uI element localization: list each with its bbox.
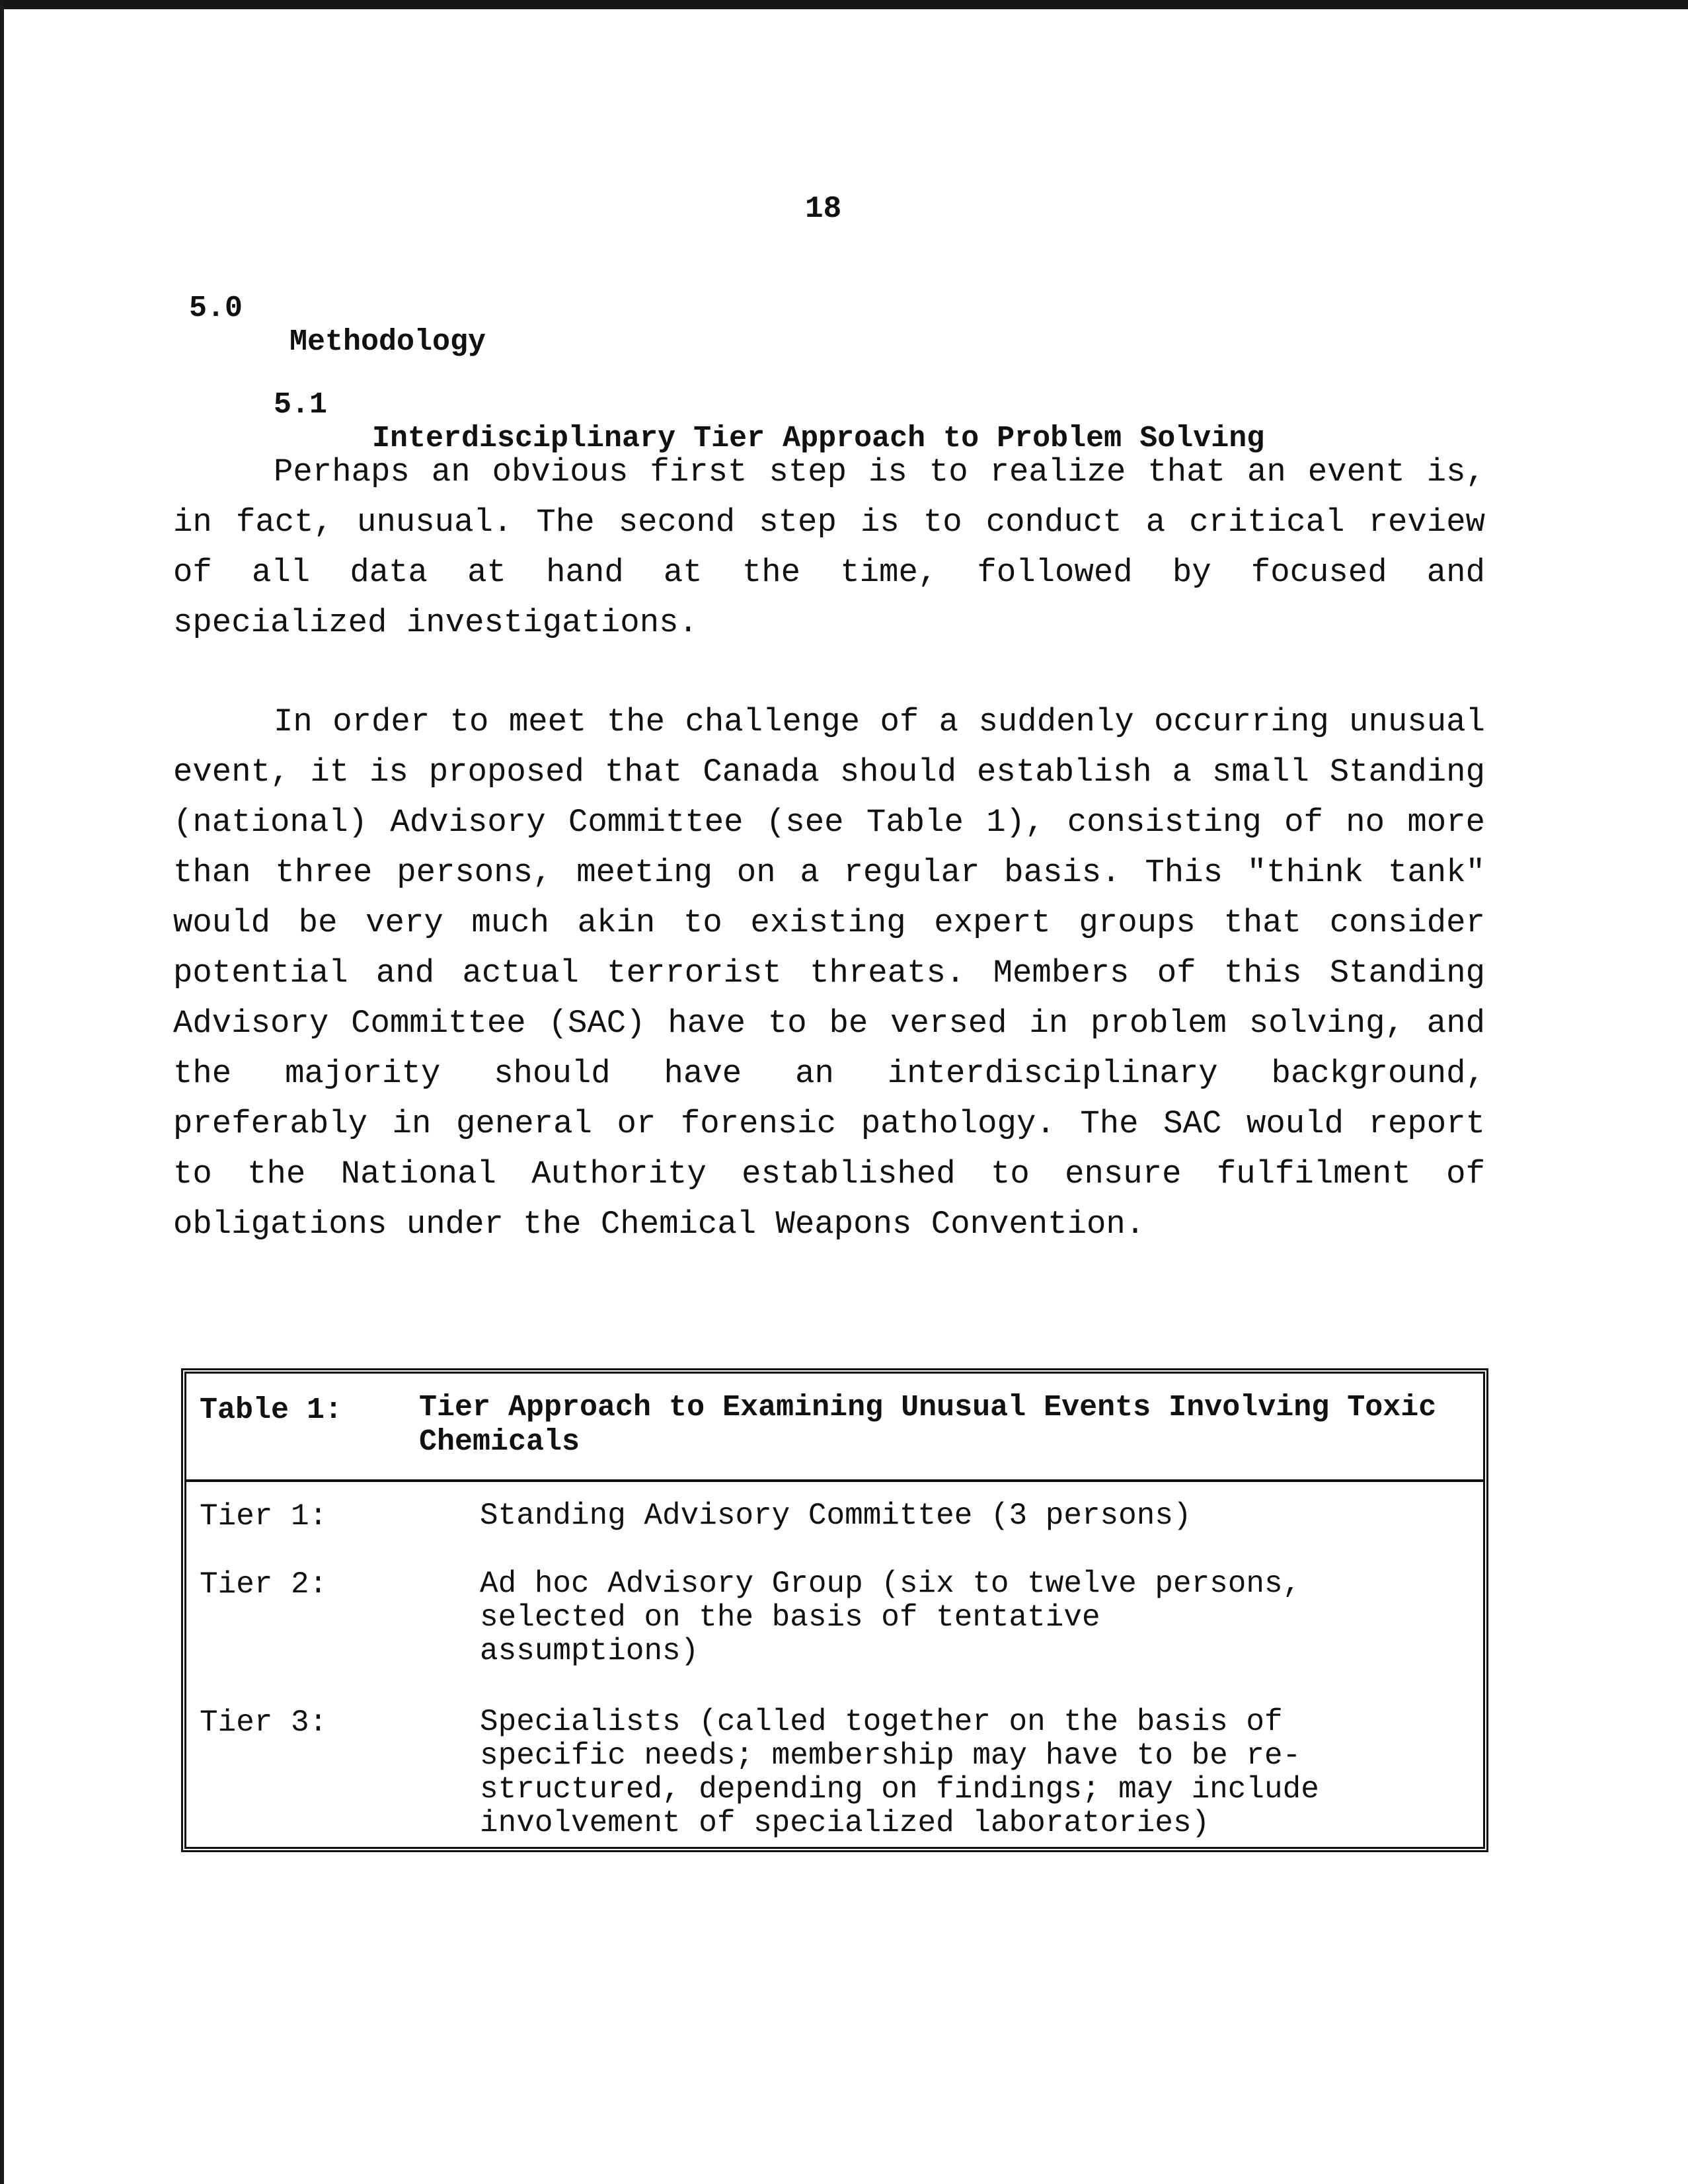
tier-description [480,1705,1471,1840]
tier-description-line: Standing Advisory Committee (3 persons) [480,1499,1192,1533]
tier-description-line: specific needs; membership may have to be re- [480,1738,1301,1773]
paragraph-line: preferably in general or forensic pathology. The SAC would report [173,1105,1485,1142]
tier-description-line: involvement of specialized laboratories) [480,1806,1210,1840]
tier-description-line: Ad hoc Advisory Group (six to twelve persons, [480,1567,1301,1601]
tier-description-line: structured, depending on findings; may include [480,1772,1319,1807]
paragraph-line: the majority should have an interdisciplinary background, [173,1055,1485,1092]
paragraph-line: would be very much akin to existing expert groups that consider [173,904,1485,941]
paragraph-1 [173,447,1485,648]
tier-label: Tier 2: [200,1567,328,1602]
paragraph-line: specialized investigations. [173,604,698,641]
paragraph-line: in fact, unusual. The second step is to conduct a critical review [173,504,1485,541]
tier-description-line: assumptions) [480,1634,699,1668]
section-number: 5.0 [189,292,243,325]
subsection-heading [0,354,1265,455]
section-title: Methodology [289,325,486,359]
table-title: Tier Approach to Examining Unusual Events Involving Toxic Chemicals [419,1391,1437,1459]
tier-description-line: Specialists (called together on the basis of [480,1705,1283,1739]
table-header [186,1374,1483,1482]
paragraph-line: In order to meet the challenge of a suddenly occurring unusual [274,703,1485,740]
section-heading [0,258,486,359]
tier-description [480,1567,1471,1668]
paragraph-line: Perhaps an obvious first step is to realize that an event is, [274,453,1485,490]
paragraph-line: to the National Authority established to ensure fulfilment of [173,1155,1485,1192]
paragraph-line: potential and actual terrorist threats. Members of this Standing [173,955,1485,992]
paragraph-line: Advisory Committee (SAC) have to be versed in problem solving, and [173,1005,1485,1042]
paragraph-line: event, it is proposed that Canada should establish a small Standing [173,754,1485,791]
paragraph-2 [173,697,1485,1249]
tier-description-line: selected on the basis of tentative [480,1600,1100,1635]
page-number: 18 [805,192,842,226]
table-label: Table 1: [200,1393,343,1427]
tier-description [480,1499,1471,1533]
paragraph-line: than three persons, meeting on a regular basis. This "think tank" [173,854,1485,891]
tier-label: Tier 3: [200,1705,328,1740]
paragraph-line: obligations under the Chemical Weapons Convention. [173,1206,1145,1243]
subsection-number: 5.1 [274,388,328,422]
paragraph-line: (national) Advisory Committee (see Table 1), consisting of no more [173,804,1485,841]
scan-top-edge [0,0,1688,9]
tier-label: Tier 1: [200,1499,328,1534]
tier-table [181,1368,1488,1852]
paragraph-line: of all data at hand at the time, followed by focused and [173,554,1485,591]
subsection-title: Interdisciplinary Tier Approach to Problem Solving [372,422,1265,455]
